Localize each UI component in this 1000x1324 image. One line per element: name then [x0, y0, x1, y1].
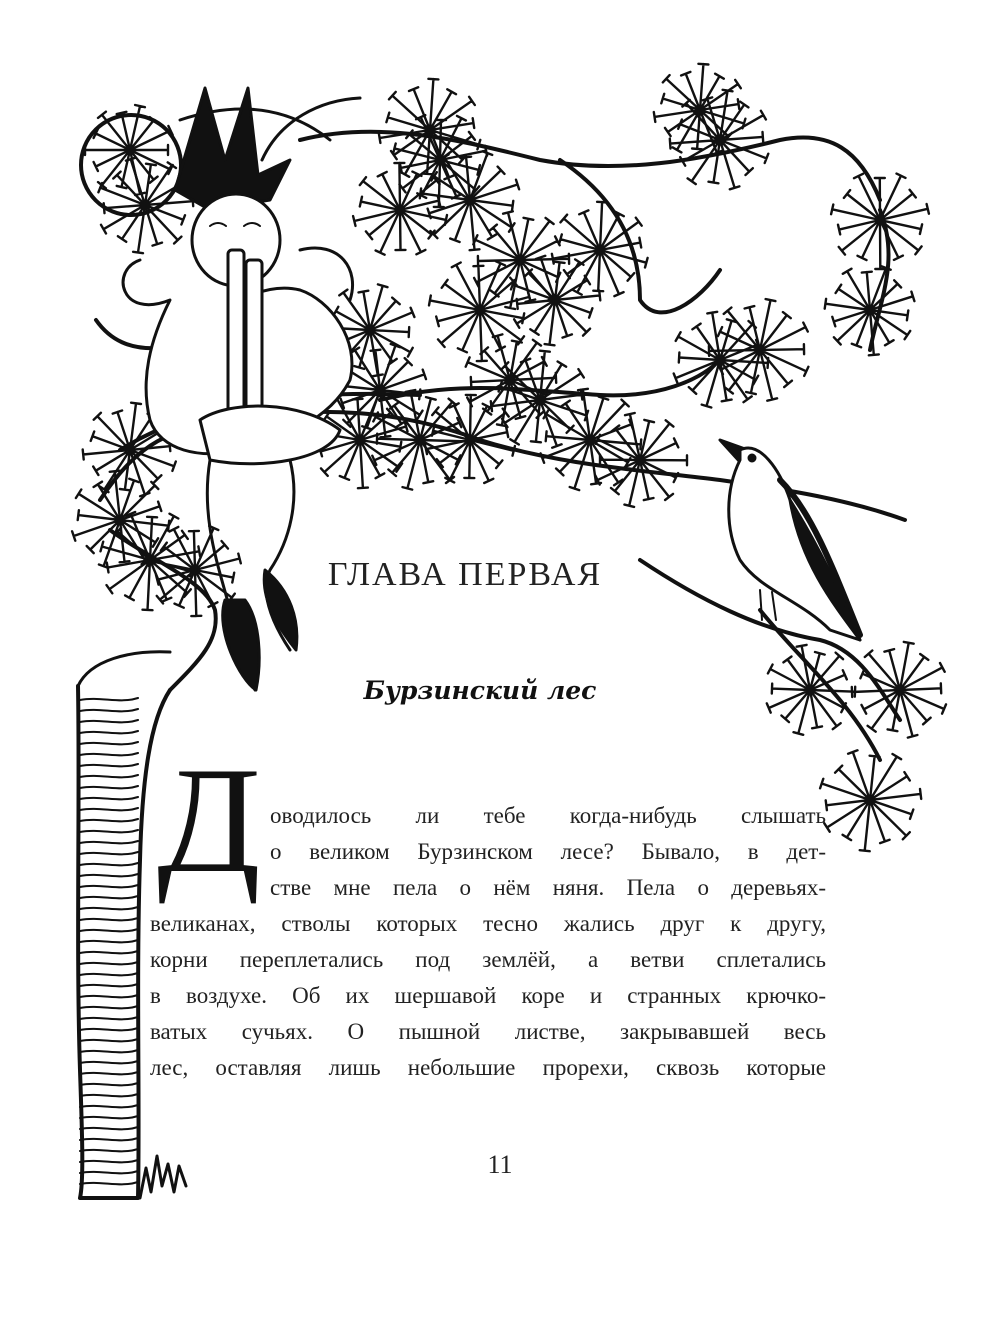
text-line: великанах, стволы которых тесно жались друг к другу,: [150, 911, 826, 936]
songbird: [720, 440, 860, 640]
pine-tuft: [595, 413, 687, 507]
text-line: стве мне пела о нём няня. Пела о деревьях-: [270, 875, 826, 900]
chapter-title: ГЛАВА ПЕРВАЯ: [327, 556, 603, 593]
pine-tuft: [852, 642, 946, 738]
text-line: оводилось ли тебе когда-нибудь слышать: [270, 803, 826, 828]
pine-tuft: [825, 266, 915, 355]
piper-figure: [123, 88, 352, 690]
text-line: в воздухе. Об их шершавой коре и странных крючко-: [150, 983, 826, 1008]
pine-tuft: [820, 750, 921, 851]
text-line: лес, оставляя лишь небольшие прорехи, сквозь которые: [150, 1055, 826, 1080]
page-number: 11: [487, 1150, 513, 1179]
pine-tuft: [767, 645, 855, 735]
drop-cap: Д: [157, 736, 261, 904]
text-line: корни переплетались под землёй, а ветви сплетались: [150, 947, 826, 972]
text-line: о великом Бурзинском лесе? Бывало, в дет-: [270, 839, 826, 864]
chapter-subtitle: Бурзинский лес: [363, 676, 597, 705]
pine-tuft: [831, 174, 929, 269]
text-line: ватых сучьях. О пышной листве, закрывавшей весь: [150, 1019, 826, 1044]
pine-tuft: [511, 256, 600, 345]
pine-tuft: [425, 395, 515, 483]
